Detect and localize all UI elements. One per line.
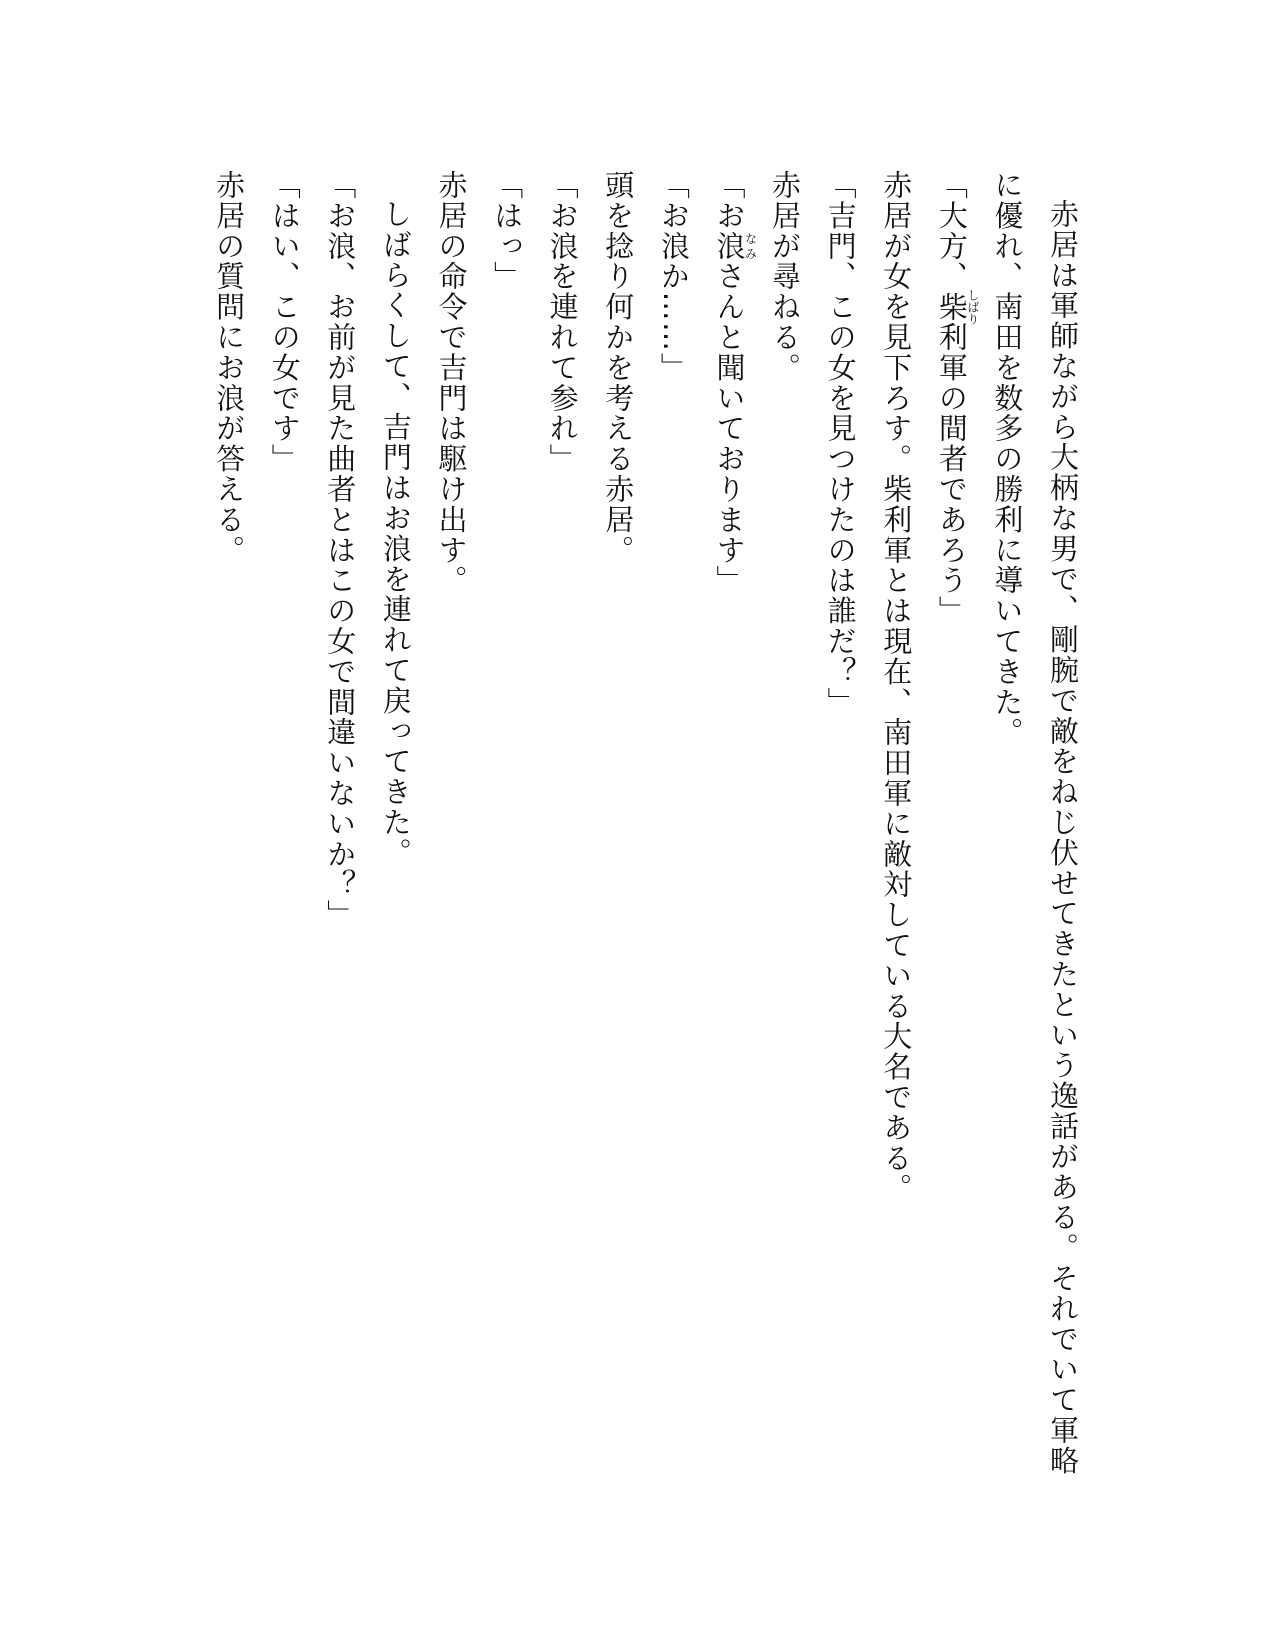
text-fragment: さんと聞いております」 [712, 261, 747, 596]
ruby-reading: しばり [965, 288, 980, 325]
text-line [701, 170, 757, 1550]
text-line: 「お浪、お前が見た曲者とはこの女で間違いないか？」 [323, 170, 358, 930]
ruby-annotation [934, 288, 980, 325]
text-fragment: 利軍の間者であろう」 [934, 322, 969, 627]
text-line: 頭を捻り何かを考える赤居。 [601, 170, 636, 566]
ruby-annotation [712, 230, 758, 262]
ruby-base: 柴 [934, 288, 969, 325]
text-line: 赤居が尋ねる。 [768, 170, 803, 383]
text-line: 「吉門、この女を見つけたのは誰だ？」 [823, 170, 858, 718]
text-line: 「はっ」 [490, 170, 525, 292]
ruby-reading: なみ [743, 230, 758, 262]
text-line: 「お浪を連れて参れ」 [545, 170, 580, 474]
text-line: 赤居の質問にお浪が答える。 [212, 170, 247, 566]
ruby-base: 浪 [712, 230, 747, 262]
text-line: 「はい、この女です」 [267, 170, 302, 474]
text-line: に優れ、南田を数多の勝利に導いてきた。 [990, 170, 1025, 748]
text-fragment: 「大方、 [934, 170, 969, 292]
text-line: 赤居の命令で吉門は駆け出す。 [434, 170, 469, 596]
text-line: 赤居が女を見下ろす。柴利軍とは現在、南田軍に敵対している大名である。 [879, 170, 914, 1204]
text-line: 「お浪か……」 [656, 170, 691, 383]
text-line: しばらくして、吉門はお浪を連れて戻ってきた。 [378, 199, 413, 868]
text-fragment: 「お [712, 170, 747, 231]
text-line [923, 170, 979, 1550]
vertical-text-body [201, 170, 1091, 1550]
text-line: 赤居は軍師ながら大柄な男で、剛腕で敵をねじ伏せてきたという逸話がある。それでいて軍略 [1046, 199, 1080, 1476]
